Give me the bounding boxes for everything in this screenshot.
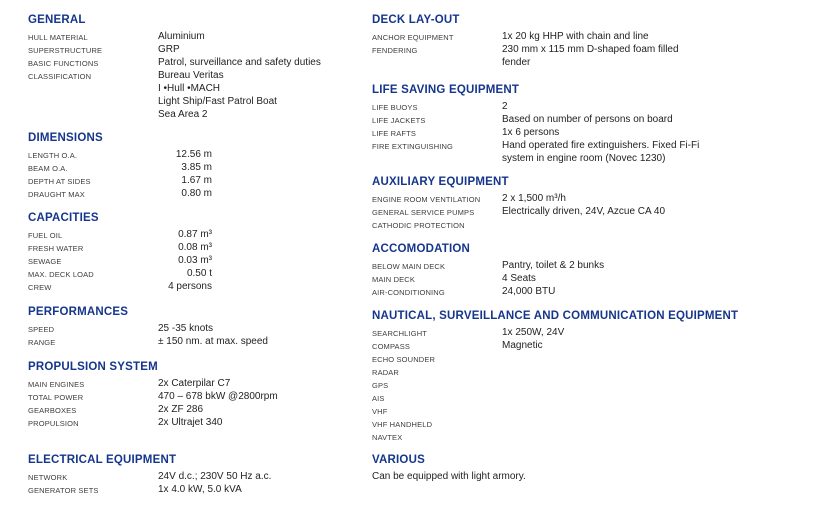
spec-value [502, 139, 699, 165]
spec-value: 1.67 m [181, 175, 212, 186]
section-title: PERFORMANCES [28, 306, 129, 318]
spec-label: TOTAL POWER [28, 392, 84, 402]
spec-label: HULL MATERIAL [28, 32, 88, 42]
section-life-saving-equipment [372, 83, 822, 165]
spec-label: DEPTH AT SIDES [28, 176, 91, 186]
spec-label: FENDERING [372, 45, 418, 55]
spec-value: 0.87 m³ [178, 229, 212, 240]
spec-value: 1x 20 kg HHP with chain and line [502, 31, 649, 42]
spec-value: 24,000 BTU [502, 286, 556, 297]
spec-label: GPS [372, 380, 389, 390]
spec-label: SEWAGE [28, 256, 62, 266]
spec-label: FIRE EXTINGUISHING [372, 141, 454, 151]
spec-value: 470 – 678 bkW @2800rpm [158, 391, 278, 402]
spec-row [372, 100, 822, 113]
spec-label: MAIN DECK [372, 274, 416, 284]
spec-row [28, 483, 358, 496]
spec-value: 0.08 m³ [178, 242, 212, 253]
section-title: ELECTRICAL EQUIPMENT [28, 454, 177, 466]
spec-label: DRAUGHT MAX [28, 189, 85, 199]
value-line: Sea Area 2 [158, 109, 208, 120]
spec-label: AIR-CONDITIONING [372, 287, 445, 297]
spec-label: LENGTH O.A. [28, 150, 78, 160]
spec-row [28, 148, 358, 161]
section-title: ACCOMODATION [372, 243, 471, 255]
section-various [372, 453, 822, 483]
spec-row [28, 254, 358, 267]
spec-label: LIFE RAFTS [372, 128, 417, 138]
spec-row [372, 326, 822, 339]
value-line: system in engine room (Novec 1230) [502, 153, 666, 164]
section-capacities [28, 211, 358, 293]
spec-label: GEARBOXES [28, 405, 77, 415]
spec-value: Electrically driven, 24V, Azcue CA 40 [502, 206, 666, 217]
spec-row [372, 272, 822, 285]
spec-value [158, 69, 277, 121]
spec-row [372, 430, 822, 443]
spec-value: 24V d.c.; 230V 50 Hz a.c. [158, 471, 272, 482]
section-propulsion-system [28, 360, 358, 429]
spec-row [28, 56, 358, 69]
spec-label: PROPULSION [28, 418, 79, 428]
spec-value [502, 43, 679, 69]
spec-value: 12.56 m [175, 149, 212, 160]
section-title: DECK LAY-OUT [372, 14, 460, 26]
spec-row [28, 174, 358, 187]
spec-row [28, 161, 358, 174]
spec-row [28, 390, 358, 403]
value-line: Bureau Veritas [158, 70, 224, 81]
spec-row [372, 43, 822, 69]
section-accomodation [372, 242, 822, 298]
spec-row [372, 378, 822, 391]
spec-value: 2x ZF 286 [158, 404, 204, 415]
spec-row [28, 43, 358, 56]
value-line: 230 mm x 115 mm D-shaped foam filled [502, 44, 679, 55]
section-general [28, 13, 358, 121]
spec-label: MAIN ENGINES [28, 379, 85, 389]
spec-value: 2x Caterpilar C7 [158, 378, 231, 389]
spec-label: GENERATOR SETS [28, 485, 99, 495]
spec-value: Pantry, toilet & 2 bunks [502, 260, 605, 271]
spec-label: LIFE BUOYS [372, 102, 418, 112]
spec-label: GENERAL SERVICE PUMPS [372, 207, 475, 217]
spec-row [28, 403, 358, 416]
spec-value: 3.85 m [181, 162, 212, 173]
value-line: Hand operated fire extinguishers. Fixed Fi-Fi [502, 140, 700, 151]
spec-row [372, 205, 822, 218]
spec-label: RADAR [372, 367, 400, 377]
spec-row [28, 470, 358, 483]
spec-row [372, 404, 822, 417]
spec-label: ANCHOR EQUIPMENT [372, 32, 454, 42]
value-line: I •Hull •MACH [158, 83, 221, 94]
spec-label: VHF [372, 406, 388, 416]
spec-row [372, 113, 822, 126]
section-deck-layout [372, 13, 822, 69]
spec-row [28, 322, 358, 335]
spec-value: 1x 4.0 kW, 5.0 kVA [158, 484, 242, 495]
section-title: VARIOUS [372, 454, 425, 466]
spec-row [28, 335, 358, 348]
section-title: NAUTICAL, SURVEILLANCE AND COMMUNICATION EQUIPMENT [372, 310, 739, 322]
various-note: Can be equipped with light armory. [372, 471, 526, 482]
spec-label: CATHODIC PROTECTION [372, 220, 465, 230]
spec-value: Aluminium [158, 31, 205, 42]
spec-row [28, 267, 358, 280]
section-title: LIFE SAVING EQUIPMENT [372, 84, 520, 96]
spec-value: 0.50 t [186, 268, 212, 279]
section-title: CAPACITIES [28, 212, 99, 224]
spec-row [28, 241, 358, 254]
spec-value: 0.03 m³ [178, 255, 212, 266]
section-performances [28, 305, 358, 348]
section-title: PROPULSION SYSTEM [28, 361, 158, 373]
spec-row [372, 417, 822, 430]
spec-label: RANGE [28, 337, 56, 347]
section-dimensions [28, 131, 358, 200]
spec-value: 2x Ultrajet 340 [158, 417, 223, 428]
spec-label: BASIC FUNCTIONS [28, 58, 99, 68]
spec-label: MAX. DECK LOAD [28, 269, 94, 279]
section-auxiliary-equipment [372, 175, 822, 231]
spec-row [28, 377, 358, 390]
spec-label: LIFE JACKETS [372, 115, 426, 125]
spec-label: ENGINE ROOM VENTILATION [372, 194, 481, 204]
spec-value: Magnetic [502, 340, 543, 351]
spec-row [28, 280, 358, 293]
spec-value: 4 Seats [502, 273, 536, 284]
spec-label: ECHO SOUNDER [372, 354, 436, 364]
spec-row [372, 365, 822, 378]
spec-row [372, 352, 822, 365]
spec-label: CREW [28, 282, 52, 292]
spec-row [372, 126, 822, 139]
spec-label: NAVTEX [372, 432, 403, 442]
spec-value: 1x 6 persons [502, 127, 560, 138]
spec-row [372, 218, 822, 231]
section-electrical-equipment [28, 453, 358, 496]
spec-row [28, 30, 358, 43]
spec-row [372, 339, 822, 352]
spec-row [372, 30, 822, 43]
spec-value: 2 [502, 101, 508, 112]
section-title: AUXILIARY EQUIPMENT [372, 176, 509, 188]
spec-label: NETWORK [28, 472, 68, 482]
spec-label: CLASSIFICATION [28, 71, 92, 81]
spec-value: 0.80 m [181, 188, 212, 199]
spec-row [372, 259, 822, 272]
spec-row [28, 416, 358, 429]
spec-label: BEAM O.A. [28, 163, 68, 173]
spec-row [28, 69, 358, 121]
spec-value: 25 -35 knots [158, 323, 214, 334]
section-nautical-equipment [372, 309, 822, 443]
spec-label: COMPASS [372, 341, 411, 351]
spec-label: FUEL OIL [28, 230, 63, 240]
spec-value: 1x 250W, 24V [502, 327, 565, 338]
spec-label: VHF HANDHELD [372, 419, 433, 429]
value-line: Light Ship/Fast Patrol Boat [158, 96, 277, 107]
spec-value: 2 x 1,500 m³/h [502, 193, 566, 204]
spec-row [372, 391, 822, 404]
value-line: fender [502, 57, 531, 68]
spec-row [372, 139, 822, 165]
spec-value: GRP [158, 44, 180, 55]
spec-label: AIS [372, 393, 385, 403]
section-title: GENERAL [28, 14, 86, 26]
spec-row [28, 187, 358, 200]
spec-label: SUPERSTRUCTURE [28, 45, 103, 55]
spec-value: 4 persons [168, 281, 212, 292]
spec-label: BELOW MAIN DECK [372, 261, 446, 271]
spec-value: Based on number of persons on board [502, 114, 673, 125]
spec-row [372, 192, 822, 205]
spec-row [372, 285, 822, 298]
spec-label: SEARCHLIGHT [372, 328, 427, 338]
spec-row [28, 228, 358, 241]
spec-value: ± 150 nm. at max. speed [158, 336, 268, 347]
spec-value: Patrol, surveillance and safety duties [158, 57, 321, 68]
spec-label: SPEED [28, 324, 55, 334]
section-title: DIMENSIONS [28, 132, 103, 144]
spec-label: FRESH WATER [28, 243, 84, 253]
